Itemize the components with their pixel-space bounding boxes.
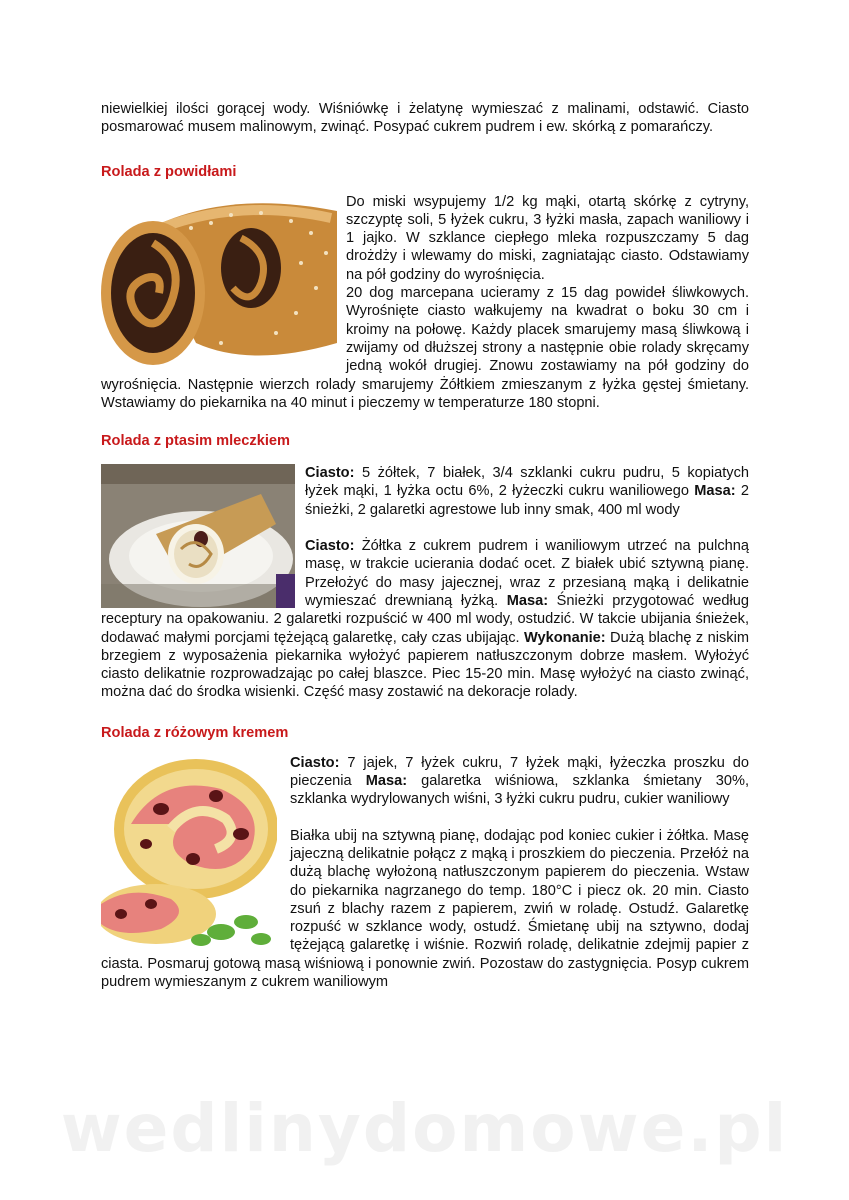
recipe-body-powidla [101, 193, 749, 413]
recipe-title-rozowy-krem: Rolada z różowym kremem [101, 724, 289, 741]
ingredients-label: Ciasto: [290, 754, 340, 771]
recipe-body-ptasie-mleczko [101, 464, 749, 702]
recipe-text-powidla-2: 20 dog marcepana ucieramy z 15 dag powideł śliwkowych. Wyrośnięte ciasto wałkujemy na kwadrat o boku 30 cm i kroimy na połowę. Każdy placek smarujemy masą śliwkową i zwijamy od dłuższej strony a następnie obie rolady skręcamy jedną wokół drugiej. Znowu zostawiamy na pół godziny do wyrośnięcia. Następnie wierzch rolady smarujemy Żółtkiem zmieszanym z łyżka gęstej śmietany. Wstawiamy do piekarnika na 40 minut i pieczemy w temperaturze 180 stopni. [101, 285, 749, 411]
recipe-text-powidla-1: Do miski wsypujemy 1/2 kg mąki, otartą skórkę z cytryny, szczyptę soli, 5 łyżek cukru, 3 łyżki masła, zapach waniliowy i 1 jajko. W szklance ciepłego mleka rozpuszczamy 5 dag drożdży i wlewamy do miski, zagniatając ciasto. Odstawiamy na pół godziny do wyrośnięcia. [346, 193, 749, 283]
filling-label: Masa: [365, 773, 408, 790]
ingredients-text-2: 2 śnieżki, 2 galaretki agrestowe lub inny smak, 400 ml wody [305, 483, 750, 518]
recipe-method-rozowy-krem: Białka ubij na sztywną pianę, dodając pod koniec cukier i żółtka. Masę jajeczną delikatnie połącz z mąką i proszkiem do pieczenia. Przełóż na dużą blachę wyłożoną natłuszczonym papierem do pieczenia. Wstaw do piekarnika nagrzanego do temp. 180°C i piecz ok. 20 min. Ciasto zsuń z blachy razem z papierem, zwiń w roladę. Ostudź. Galaretkę rozpuść w szklance wody, ostudź. Śmietanę ubij na sztywno, dodaj tężejącą galaretkę i wiśnie. Rozwiń roladę, delikatnie zdejmij papier z ciasta. Posmaruj gotową masą wiśniową i ponownie zwiń. Pozostaw do zastygnięcia. Posyp cukrem pudrem wymieszanym z cukrem waniliowym [101, 827, 749, 990]
recipe-title-ptasie-mleczko: Rolada z ptasim mleczkiem [101, 433, 290, 450]
method-text-2: Śnieżki przygotować według receptury na opakowaniu. 2 galaretki rozpuścić w 400 ml wody, ostudzić. W takcie ubijania śnieżek, dodawać małymi porcjami tężejącą galaretkę, cały czas ubijając. [101, 592, 749, 646]
recipe-title-powidla: Rolada z powidłami [101, 163, 237, 180]
watermark: wedlinydomowe.pl [60, 1090, 789, 1167]
poppy-seed-roll-photo [101, 193, 337, 371]
method-text-1: Żółtka z cukrem pudrem i waniliowym utrzeć na pulchną masę, w trakcie ucierania dodać ocet. Z białek ubić sztywną pianę. Przełożyć do masy jajecznej, wraz z przesianą mąką i delikatnie wymieszać drewnianą łyżką. [305, 538, 749, 609]
filling-label: Masa: [694, 483, 736, 500]
recipe-body-rozowy-krem [101, 754, 749, 992]
roll-cake-on-plate-photo [101, 464, 295, 608]
pink-cream-roll-photo [101, 754, 277, 950]
method-masa-label: Masa: [506, 592, 549, 609]
intro-paragraph: niewielkiej ilości gorącej wody. Wiśniówkę i żelatynę wymieszać z malinami, odstawić. Ciasto posmarować musem malinowym, zwinąć. Posypać cukrem pudrem i ew. skórką z pomarańczy. [101, 101, 749, 136]
method-text-3: Dużą blachę z niskim brzegiem z wyposażenia piekarnika wyłożyć papierem natłuszczonym dobrze masłem. Wyłożyć ciasto delikatnie rozprowadzając po całej blaszce. Piec 15-20 min. Masę wyłożyć na ciasto zwinąć, można dać do środka wisienki. Część masy zostawić na dekoracje rolady. [101, 629, 749, 701]
document-page [101, 100, 749, 991]
ingredients-text-1: 7 jajek, 7 łyżek cukru, 7 łyżek mąki, łyżeczka proszku do pieczenia [290, 754, 749, 790]
ingredients-label: Ciasto: [305, 465, 355, 482]
method-label: Ciasto: [305, 538, 355, 555]
execution-label: Wykonanie: [524, 629, 606, 646]
ingredients-text-1: 5 żółtek, 7 białek, 3/4 szklanki cukru pudru, 5 kopiatych łyżek mąki, 1 łyżka octu 6%, 2 łyżeczki cukru waniliowego [305, 465, 749, 500]
ingredients-text-2: galaretka wiśniowa, szklanka śmietany 30%, szklanka wydrylowanych wiśni, 3 łyżki cukru pudru, cukier waniliowy [290, 773, 749, 808]
